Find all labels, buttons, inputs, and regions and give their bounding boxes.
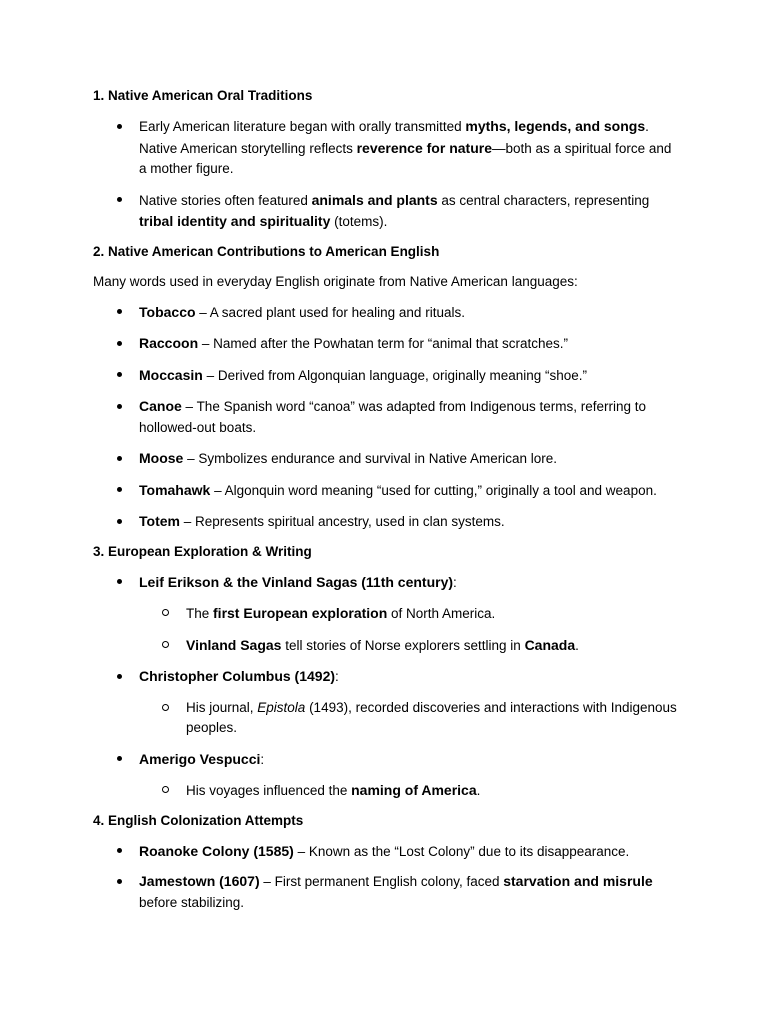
list-item: Amerigo Vespucci: xyxy=(93,749,678,771)
intro-paragraph: Many words used in everyday English originate from Native American languages: xyxy=(93,273,578,289)
bullet-list xyxy=(93,572,678,594)
sub-list xyxy=(93,603,678,656)
word-description: – Derived from Algonquian language, originally meaning “shoe.” xyxy=(202,367,588,383)
bullet-list xyxy=(93,749,678,771)
word-description: – Algonquin word meaning “used for cutting,” originally a tool and weapon. xyxy=(210,482,657,498)
section-heading: 3. European Exploration & Writing xyxy=(93,543,312,559)
word-description: – A sacred plant used for healing and rituals. xyxy=(195,304,465,320)
word-item xyxy=(93,396,678,438)
word-term: Tomahawk xyxy=(139,481,211,498)
sub-list xyxy=(93,698,678,739)
list-item: Roanoke Colony (1585) – Known as the “Lost Colony” due to its disappearance. xyxy=(93,841,678,863)
list-item: Leif Erikson & the Vinland Sagas (11th century): xyxy=(93,572,678,594)
sub-list-item: The first European exploration of North America. xyxy=(93,603,678,625)
word-item xyxy=(93,448,678,470)
word-item xyxy=(93,333,678,355)
list-item: Christopher Columbus (1492): xyxy=(93,666,678,688)
sub-list xyxy=(93,780,678,802)
sub-list-item: Vinland Sagas tell stories of Norse explorers settling in Canada. xyxy=(93,635,678,657)
list-item: Early American literature began with orally transmitted myths, legends, and songs. Native American storytelling reflects reverence for nature—both as a spiritual force and a mother figure. xyxy=(93,116,678,180)
word-term: Raccoon xyxy=(139,335,199,351)
word-item xyxy=(93,511,678,533)
list-item: Native stories often featured animals and plants as central characters, representing tribal identity and spirituality (totems). xyxy=(93,190,678,233)
bullet-list xyxy=(93,116,678,233)
sub-list-item: His journal, Epistola (1493), recorded discoveries and interactions with Indigenous peoples. xyxy=(93,698,678,739)
word-term: Moccasin xyxy=(139,366,203,383)
section-heading: 1. Native American Oral Traditions xyxy=(93,88,313,103)
word-term: Moose xyxy=(139,450,184,466)
word-item xyxy=(93,302,678,324)
bullet-list xyxy=(93,666,678,688)
word-description: – Represents spiritual ancestry, used in clan systems. xyxy=(179,514,505,529)
word-description: – Named after the Powhatan term for “animal that scratches.” xyxy=(198,336,569,351)
word-term: Totem xyxy=(139,513,180,529)
section-heading: 4. English Colonization Attempts xyxy=(93,812,304,828)
bullet-list xyxy=(93,841,678,914)
document-body xyxy=(93,86,678,913)
word-item xyxy=(93,480,678,502)
word-list xyxy=(93,302,678,533)
word-description: – The Spanish word “canoa” was adapted from Indigenous terms, referring to hollowed-out boats. xyxy=(139,399,647,435)
word-term: Canoe xyxy=(139,398,182,414)
word-item xyxy=(93,365,678,387)
sub-list-item: His voyages influenced the naming of America. xyxy=(93,780,678,802)
word-term: Tobacco xyxy=(139,303,196,320)
list-item: Jamestown (1607) – First permanent English colony, faced starvation and misrule before stabilizing. xyxy=(93,871,678,913)
section-heading: 2. Native American Contributions to American English xyxy=(93,243,440,259)
word-description: – Symbolizes endurance and survival in Native American lore. xyxy=(183,451,558,466)
